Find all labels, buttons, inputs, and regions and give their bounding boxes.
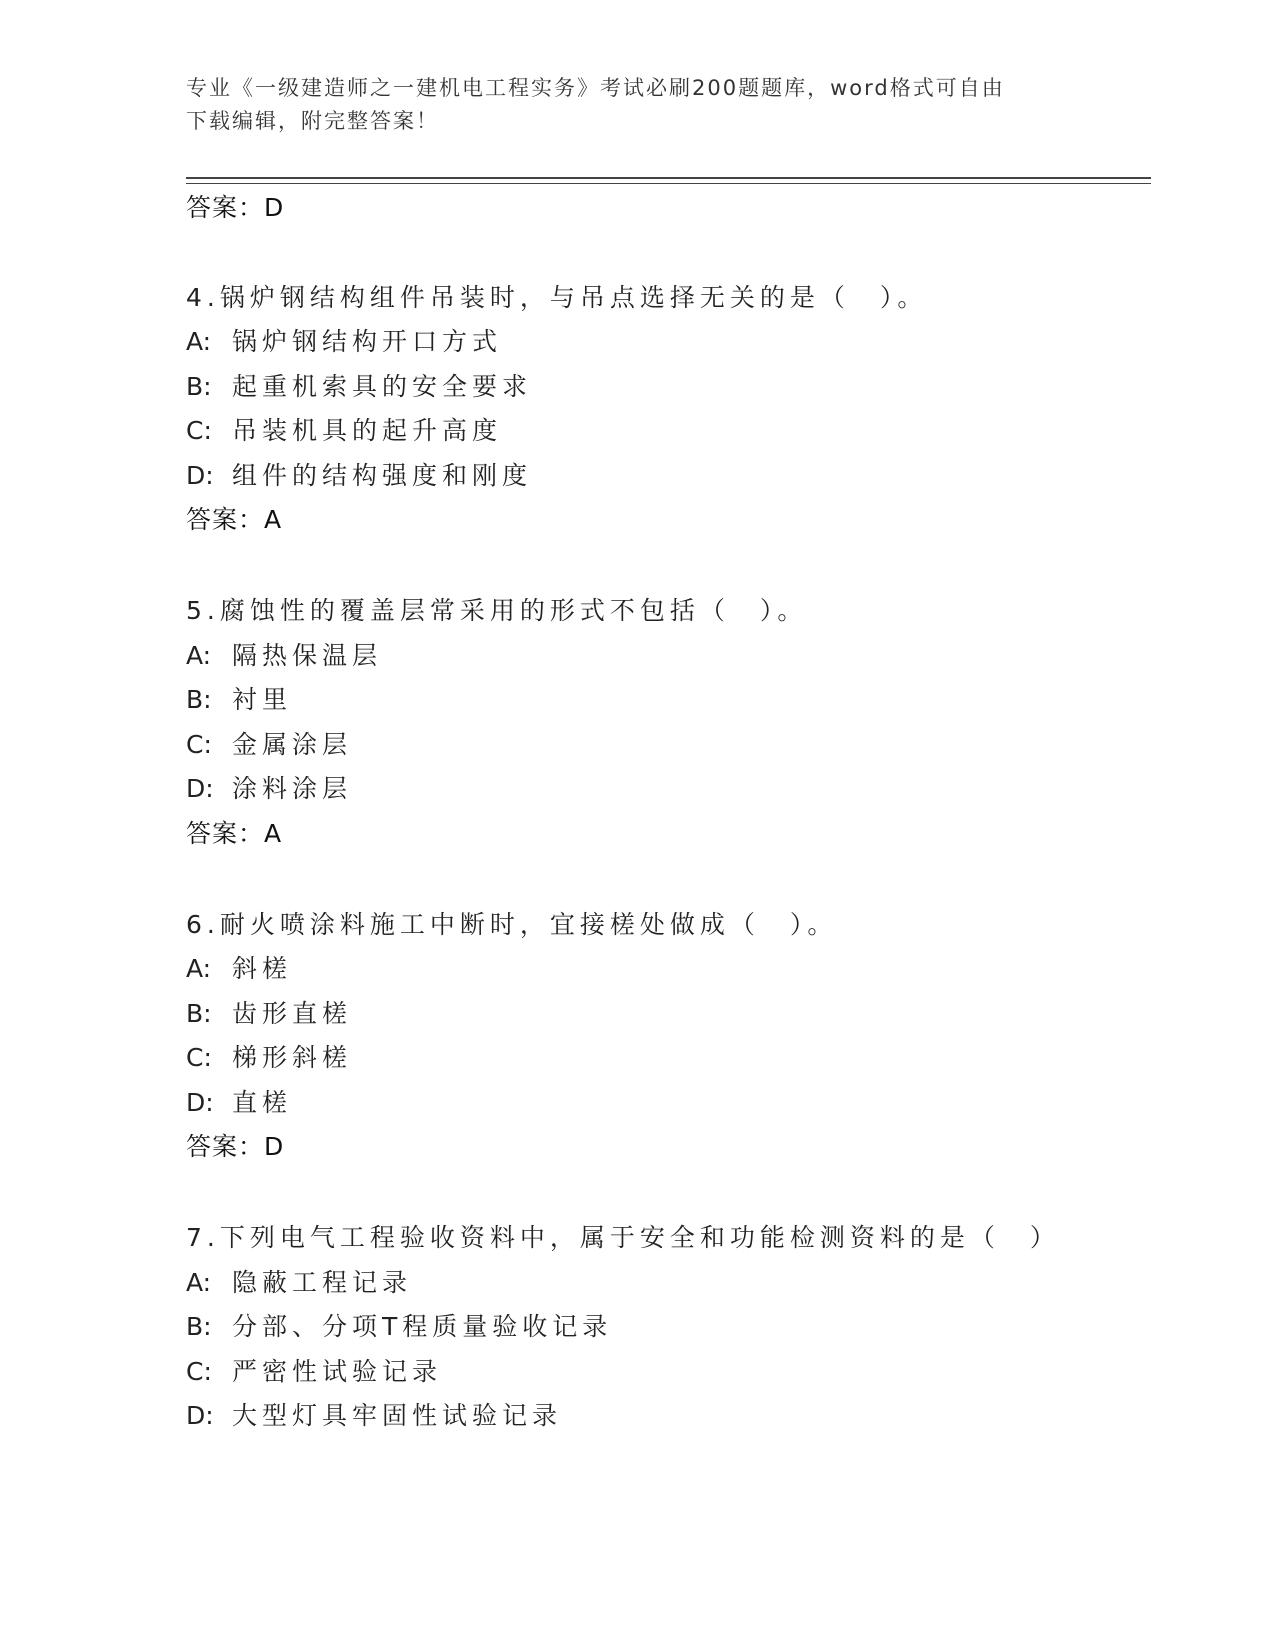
header-line-2: 下载编辑，附完整答案！ — [186, 109, 439, 133]
question-4-answer: 答案：A — [186, 505, 283, 534]
option-letter: A: — [186, 1268, 212, 1297]
option-letter: B: — [186, 685, 212, 714]
option-text: 梯形斜槎 — [232, 1043, 353, 1072]
option-text: 金属涂层 — [232, 730, 353, 759]
question-5-option-d — [186, 773, 352, 805]
option-letter: B: — [186, 1312, 212, 1341]
option-text: 齿形直槎 — [232, 999, 353, 1028]
option-text: 组件的结构强度和刚度 — [232, 461, 533, 490]
question-7-option-b — [186, 1311, 612, 1343]
question-6-option-a — [186, 953, 292, 985]
option-letter: D: — [186, 1088, 214, 1117]
option-letter: C: — [186, 1043, 212, 1072]
option-letter: A: — [186, 641, 212, 670]
document-header — [186, 72, 1066, 138]
question-6-option-c — [186, 1042, 352, 1074]
question-6-option-b — [186, 998, 352, 1030]
answer-prev: 答案：D — [186, 193, 285, 222]
option-letter: A: — [186, 327, 212, 356]
option-text: 锅炉钢结构开口方式 — [232, 327, 503, 356]
header-rule-thick — [186, 177, 1151, 179]
question-7-option-a — [186, 1267, 412, 1299]
question-5-option-a — [186, 640, 382, 672]
option-text: 严密性试验记录 — [232, 1357, 443, 1386]
question-5-option-b — [186, 684, 292, 716]
question-4-option-b — [186, 371, 532, 403]
option-letter: C: — [186, 1357, 212, 1386]
question-6-stem: 6.耐火喷涂料施工中断时，宜接槎处做成（ ）。 — [186, 910, 838, 939]
question-6-answer: 答案：D — [186, 1132, 285, 1161]
question-5-stem: 5.腐蚀性的覆盖层常采用的形式不包括（ ）。 — [186, 596, 808, 625]
question-6-option-d — [186, 1087, 292, 1119]
option-letter: D: — [186, 774, 214, 803]
option-letter: C: — [186, 416, 212, 445]
question-4-option-a — [186, 326, 502, 358]
option-text: 直槎 — [232, 1088, 293, 1117]
header-line-1: 专业《一级建造师之一建机电工程实务》考试必刷200题题库，word格式可自由 — [186, 76, 1005, 100]
option-text: 分部、分项T程质量验收记录 — [232, 1312, 613, 1341]
option-text: 衬里 — [232, 685, 293, 714]
option-letter: B: — [186, 999, 212, 1028]
option-text: 斜槎 — [232, 954, 293, 983]
option-text: 隐蔽工程记录 — [232, 1268, 413, 1297]
option-text: 起重机索具的安全要求 — [232, 372, 533, 401]
option-letter: B: — [186, 372, 212, 401]
option-letter: D: — [186, 461, 214, 490]
option-text: 涂料涂层 — [232, 774, 353, 803]
option-letter: C: — [186, 730, 212, 759]
option-letter: A: — [186, 954, 212, 983]
option-letter: D: — [186, 1401, 214, 1430]
option-text: 吊装机具的起升高度 — [232, 416, 503, 445]
option-text: 隔热保温层 — [232, 641, 383, 670]
question-4-option-d — [186, 460, 532, 492]
question-5-answer: 答案：A — [186, 819, 283, 848]
question-5-option-c — [186, 729, 352, 761]
question-7-option-c — [186, 1356, 442, 1388]
question-7-stem: 7.下列电气工程验收资料中，属于安全和功能检测资料的是（ ） — [186, 1223, 1060, 1252]
question-7-option-d — [186, 1400, 562, 1432]
option-text: 大型灯具牢固性试验记录 — [232, 1401, 563, 1430]
question-4-stem: 4.锅炉钢结构组件吊装时，与吊点选择无关的是（ ）。 — [186, 283, 928, 312]
question-4-option-c — [186, 415, 502, 447]
header-rule-thin — [186, 183, 1151, 184]
